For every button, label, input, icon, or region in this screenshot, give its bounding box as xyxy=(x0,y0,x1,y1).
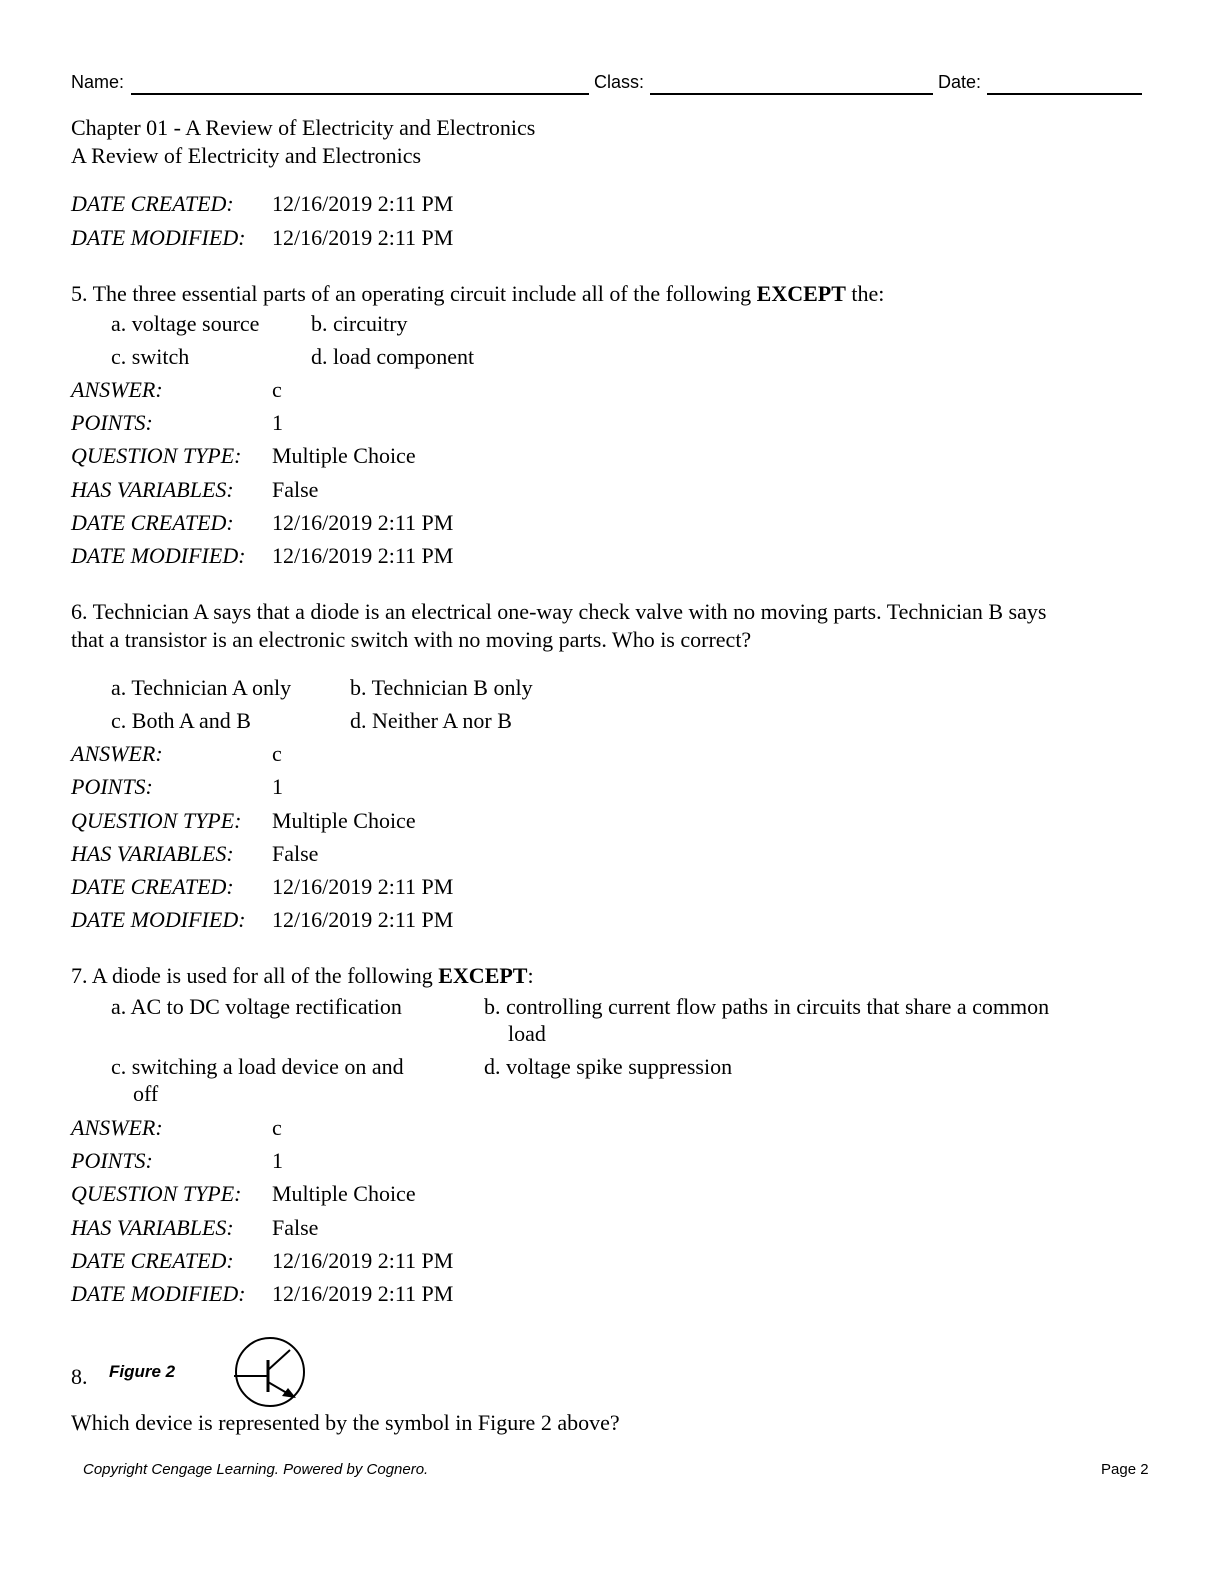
option-d[interactable]: d. load component xyxy=(311,344,475,369)
option-b[interactable]: b. controlling current flow paths in circuits that share a common xyxy=(484,994,1050,1019)
question-number: 7. xyxy=(71,963,88,988)
has-variables-value: False xyxy=(272,1215,319,1240)
date-modified-label: DATE MODIFIED: xyxy=(71,907,246,932)
date-modified-label: DATE MODIFIED: xyxy=(71,1281,246,1306)
question-number: 6. xyxy=(71,599,88,624)
question-5-stem xyxy=(71,281,884,307)
date-label: Date: xyxy=(938,72,982,92)
points-value: 1 xyxy=(272,410,283,435)
question-text-end: the: xyxy=(845,281,885,306)
date-created-value: 12/16/2019 2:11 PM xyxy=(272,874,454,899)
question-text: The three essential parts of an operating circuit include all of the following xyxy=(92,281,757,306)
option-c[interactable]: c. switch xyxy=(111,344,190,369)
date-modified-value: 12/16/2019 2:11 PM xyxy=(272,1281,454,1306)
class-field-line xyxy=(650,93,933,95)
option-c[interactable]: c. switching a load device on and xyxy=(111,1054,404,1079)
name-field-line xyxy=(131,93,589,95)
question-type-label: QUESTION TYPE: xyxy=(71,1181,242,1206)
question-emphasis: EXCEPT xyxy=(438,963,528,988)
question-8-text: Which device is represented by the symbol in Figure 2 above? xyxy=(71,1410,620,1435)
date-modified-label: DATE MODIFIED: xyxy=(71,225,246,250)
date-modified-label: DATE MODIFIED: xyxy=(71,543,246,568)
has-variables-value: False xyxy=(272,841,319,866)
class-label: Class: xyxy=(594,72,645,92)
question-text-end: : xyxy=(527,963,534,988)
footer-page-number: Page 2 xyxy=(1101,1461,1149,1478)
question-type-value: Multiple Choice xyxy=(272,443,416,468)
answer-label: ANSWER: xyxy=(71,741,163,766)
points-label: POINTS: xyxy=(71,774,153,799)
question-number: 8. xyxy=(71,1364,88,1389)
date-created-label: DATE CREATED: xyxy=(71,510,234,535)
date-modified-value: 12/16/2019 2:11 PM xyxy=(272,543,454,568)
question-type-label: QUESTION TYPE: xyxy=(71,808,242,833)
has-variables-value: False xyxy=(272,477,319,502)
question-6-stem xyxy=(71,599,1046,625)
date-created-label: DATE CREATED: xyxy=(71,191,234,216)
option-b-continued: load xyxy=(508,1021,546,1046)
answer-value: c xyxy=(272,1115,282,1140)
option-a[interactable]: a. Technician A only xyxy=(111,675,292,700)
date-modified-value: 12/16/2019 2:11 PM xyxy=(272,907,454,932)
option-b[interactable]: b. circuitry xyxy=(311,311,408,336)
answer-label: ANSWER: xyxy=(71,1115,163,1140)
question-type-value: Multiple Choice xyxy=(272,1181,416,1206)
option-b[interactable]: b. Technician B only xyxy=(350,675,533,700)
question-emphasis: EXCEPT xyxy=(756,281,846,306)
has-variables-label: HAS VARIABLES: xyxy=(71,1215,234,1240)
question-type-label: QUESTION TYPE: xyxy=(71,443,242,468)
option-a[interactable]: a. AC to DC voltage rectification xyxy=(111,994,402,1019)
date-modified-value: 12/16/2019 2:11 PM xyxy=(272,225,454,250)
date-created-label: DATE CREATED: xyxy=(71,1248,234,1273)
question-type-value: Multiple Choice xyxy=(272,808,416,833)
question-text: Technician A says that a diode is an electrical one-way check valve with no moving parts. Technician B says xyxy=(92,599,1047,624)
question-text: A diode is used for all of the following xyxy=(91,963,439,988)
question-text-line2: that a transistor is an electronic switch with no moving parts. Who is correct? xyxy=(71,627,752,652)
footer-copyright: Copyright Cengage Learning. Powered by Cognero. xyxy=(83,1461,429,1478)
answer-value: c xyxy=(272,741,282,766)
has-variables-label: HAS VARIABLES: xyxy=(71,841,234,866)
option-d[interactable]: d. voltage spike suppression xyxy=(484,1054,733,1079)
option-c[interactable]: c. Both A and B xyxy=(111,708,251,733)
has-variables-label: HAS VARIABLES: xyxy=(71,477,234,502)
points-value: 1 xyxy=(272,774,283,799)
points-value: 1 xyxy=(272,1148,283,1173)
points-label: POINTS: xyxy=(71,1148,153,1173)
name-label: Name: xyxy=(71,72,125,92)
date-field-line xyxy=(987,93,1142,95)
date-created-label: DATE CREATED: xyxy=(71,874,234,899)
question-number: 5. xyxy=(71,281,88,306)
option-d[interactable]: d. Neither A nor B xyxy=(350,708,512,733)
answer-value: c xyxy=(272,377,282,402)
date-created-value: 12/16/2019 2:11 PM xyxy=(272,510,454,535)
date-created-value: 12/16/2019 2:11 PM xyxy=(272,191,454,216)
answer-label: ANSWER: xyxy=(71,377,163,402)
figure-label: Figure 2 xyxy=(109,1362,176,1381)
chapter-subtitle: A Review of Electricity and Electronics xyxy=(71,143,422,168)
chapter-title: Chapter 01 - A Review of Electricity and Electronics xyxy=(71,115,536,140)
date-created-value: 12/16/2019 2:11 PM xyxy=(272,1248,454,1273)
question-7-stem xyxy=(71,963,534,989)
transistor-symbol-icon xyxy=(230,1336,310,1408)
points-label: POINTS: xyxy=(71,410,153,435)
option-c-continued: off xyxy=(133,1081,159,1106)
option-a[interactable]: a. voltage source xyxy=(111,311,260,336)
